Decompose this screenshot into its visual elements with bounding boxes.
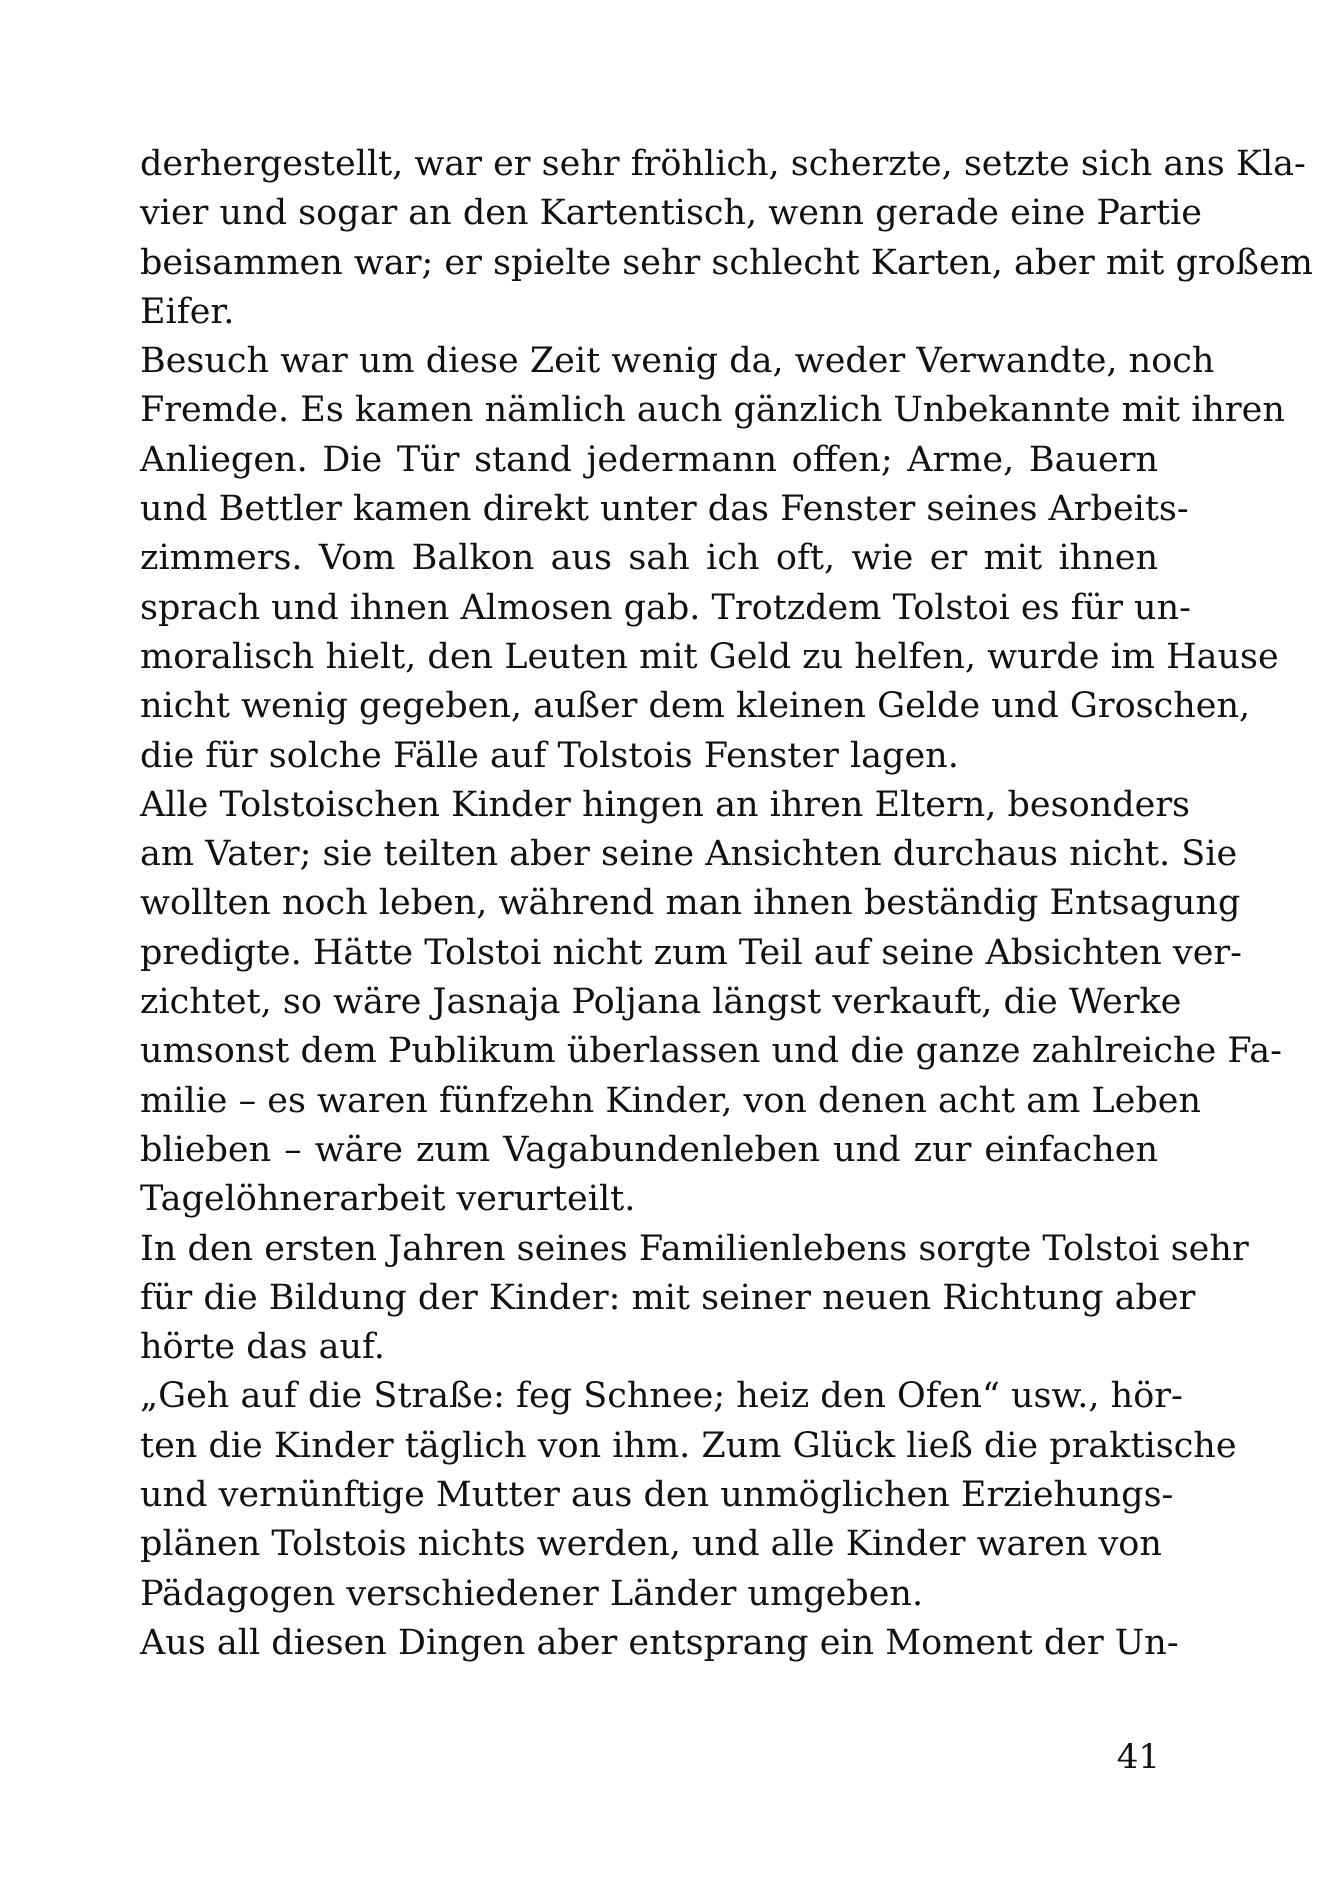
text-line: moralisch hielt, den Leuten mit Geld zu helfen, wurde im Hause [140, 636, 1279, 677]
text-line: Tagelöhnerarbeit verurteilt. [140, 1179, 636, 1220]
text-line: am Vater; sie teilten aber seine Ansichten durchaus nicht. Sie [140, 834, 1238, 875]
body-text [140, 140, 1313, 1668]
text-line: beisammen war; er spielte sehr schlecht Karten, aber mit großem [140, 242, 1313, 283]
text-line: ten die Kinder täglich von ihm. Zum Glück ließ die praktische [140, 1425, 1237, 1466]
page-number: 41 [1116, 1737, 1160, 1777]
text-line: umsonst dem Publikum überlassen und die ganze zahlreiche Fa- [140, 1031, 1282, 1072]
text-line: Besuch war um diese Zeit wenig da, weder Verwandte, noch [140, 341, 1215, 382]
text-line: In den ersten Jahren seines Familienlebens sorgte Tolstoi sehr [140, 1228, 1249, 1269]
text-line: predigte. Hätte Tolstoi nicht zum Teil auf seine Absichten ver- [140, 932, 1242, 973]
text-line: die für solche Fälle auf Tolstois Fenster lagen. [140, 735, 959, 776]
text-line: und Bettler kamen direkt unter das Fenster seines Arbeits- [140, 489, 1189, 530]
text-line: Anliegen. Die Tür stand jedermann offen; Arme, Bauern [140, 439, 1158, 480]
text-line: vier und sogar an den Kartentisch, wenn gerade eine Partie [140, 193, 1202, 234]
text-line: blieben – wäre zum Vagabundenleben und zur einfachen [140, 1129, 1158, 1170]
text-line: und vernünftige Mutter aus den unmöglichen Erziehungs- [140, 1475, 1174, 1516]
text-line: sprach und ihnen Almosen gab. Trotzdem Tolstoi es für un- [140, 587, 1191, 628]
text-line: Eifer. [140, 291, 235, 332]
text-line: Pädagogen verschiedener Länder umgeben. [140, 1573, 924, 1614]
text-line: zimmers. Vom Balkon aus sah ich oft, wie er mit ihnen [140, 538, 1158, 579]
text-line: derhergestellt, war er sehr fröhlich, scherzte, setzte sich ans Kla- [140, 144, 1306, 184]
text-line: wollten noch leben, während man ihnen beständig Entsagung [140, 883, 1241, 924]
text-line: zichtet, so wäre Jasnaja Poljana längst verkauft, die Werke [140, 982, 1182, 1023]
text-line: für die Bildung der Kinder: mit seiner neuen Richtung aber [140, 1277, 1196, 1318]
text-line: nicht wenig gegeben, außer dem kleinen Gelde und Groschen, [140, 686, 1251, 727]
text-line: hörte das auf. [140, 1327, 385, 1368]
text-line: Alle Tolstoischen Kinder hingen an ihren Eltern, besonders [140, 784, 1191, 825]
text-line: milie – es waren fünfzehn Kinder, von denen acht am Leben [140, 1080, 1202, 1121]
text-line: Fremde. Es kamen nämlich auch gänzlich Unbekannte mit ihren [140, 390, 1285, 431]
text-line: Aus all diesen Dingen aber entsprang ein Moment der Un- [140, 1622, 1179, 1663]
text-line: plänen Tolstois nichts werden, und alle Kinder waren von [140, 1524, 1162, 1565]
text-line: „Geh auf die Straße: feg Schnee; heiz den Ofen“ usw., hör- [140, 1376, 1183, 1417]
